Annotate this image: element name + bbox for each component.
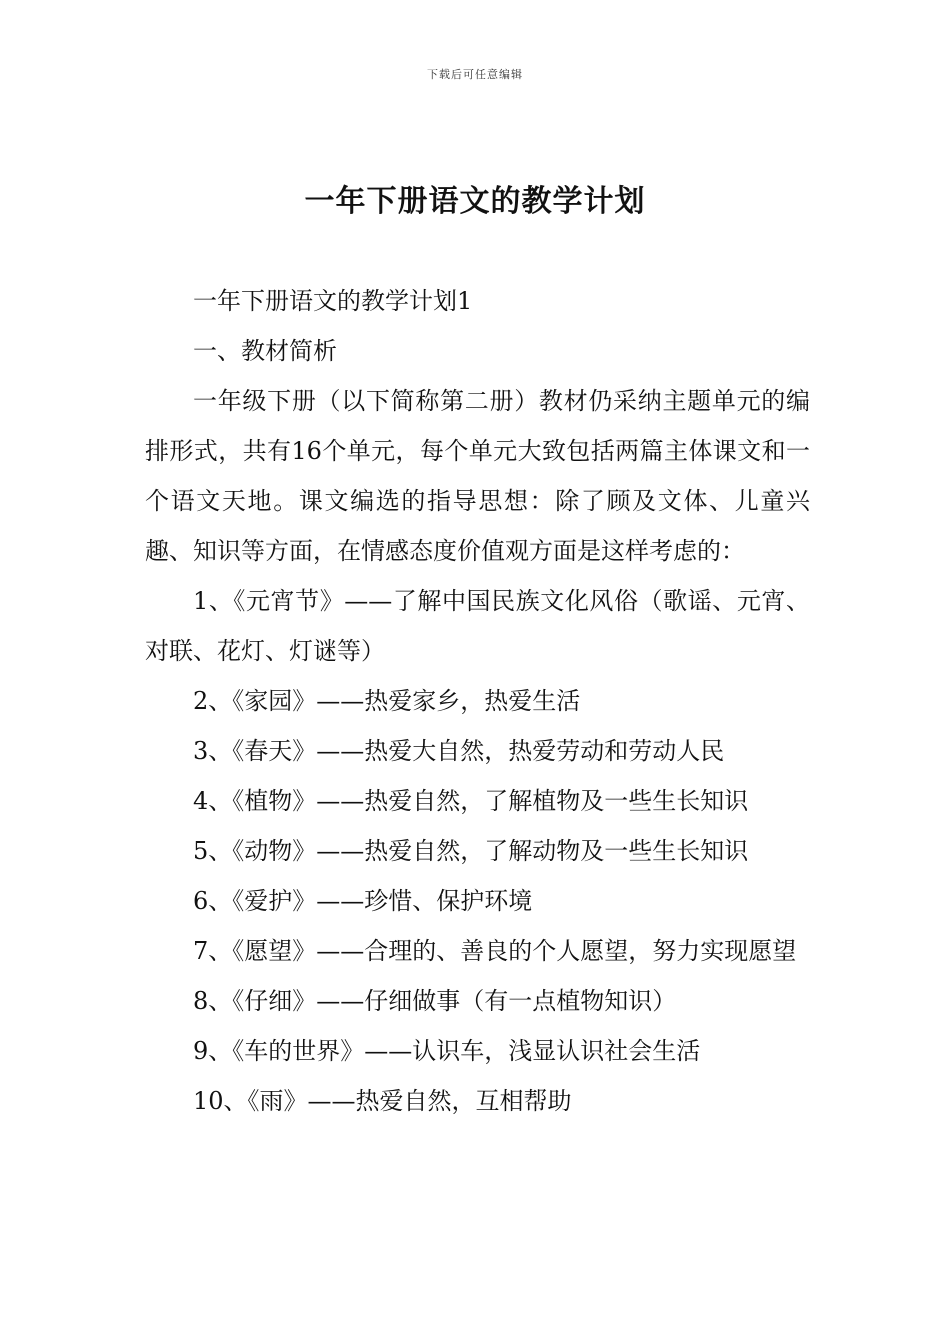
document-title: 一年下册语文的教学计划: [304, 184, 646, 219]
list-item: 1、《元宵节》——了解中国民族文化风俗（歌谣、元宵、对联、花灯、灯谜等）: [145, 587, 810, 665]
list-item: 4、《植物》——热爱自然，了解植物及一些生长知识: [193, 787, 749, 815]
list-item: 7、《愿望》——合理的、善良的个人愿望，努力实现愿望: [193, 937, 797, 965]
list-item: 2、《家园》——热爱家乡，热爱生活: [193, 687, 581, 715]
list-item: 8、《仔细》——仔细做事（有一点植物知识）: [193, 987, 677, 1015]
document-body: [145, 276, 810, 1126]
page-header: 下载后可任意编辑: [427, 68, 523, 81]
subsection-heading: 一、教材简析: [193, 337, 337, 365]
list-item: 10、《雨》——热爱自然，互相帮助: [193, 1087, 572, 1115]
list-item: 9、《车的世界》——认识车，浅显认识社会生活: [193, 1037, 701, 1065]
list-item: 3、《春天》——热爱大自然，热爱劳动和劳动人民: [193, 737, 725, 765]
list-item: 6、《爱护》——珍惜、保护环境: [193, 887, 533, 915]
paragraph: 一年级下册（以下简称第二册）教材仍采纳主题单元的编排形式，共有16个单元，每个单元大致包括两篇主体课文和一个语文天地。课文编选的指导思想：除了顾及文体、儿童兴趣、知识等方面，在情感态度价值观方面是这样考虑的：: [145, 387, 810, 565]
section-heading: 一年下册语文的教学计划1: [193, 287, 473, 315]
list-item: 5、《动物》——热爱自然，了解动物及一些生长知识: [193, 837, 749, 865]
